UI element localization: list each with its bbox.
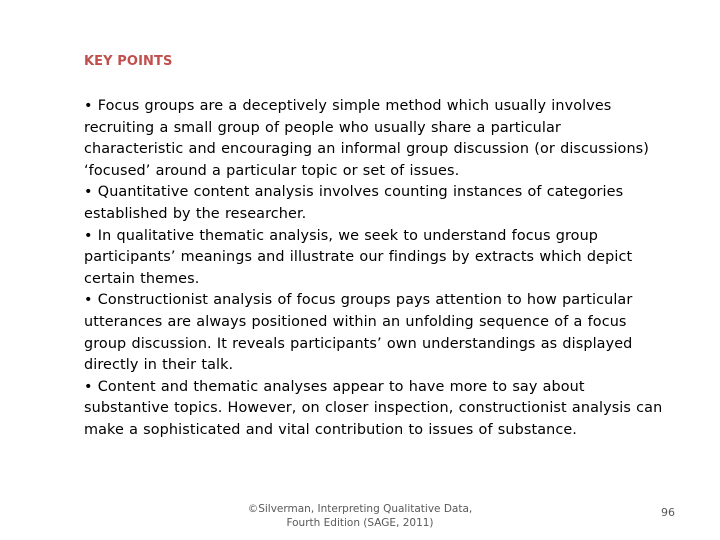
key-points-list (84, 96, 664, 442)
page-number: 96 (661, 506, 675, 519)
footer-citation (220, 502, 500, 530)
key-point-4: • Constructionist analysis of focus groups pays attention to how particular utterances are always positioned within an unfolding sequence of a focus group discussion. It reveals participants’ own understandings as displayed directly in their talk. (84, 292, 633, 374)
key-point-1: • Focus groups are a deceptively simple method which usually involves recruiting a small group of people who usually share a particular characteristic and encouraging an informal group discussion (or discussions) ‘focused’ around a particular topic or set of issues. (84, 98, 649, 179)
footer-line-1: ©Silverman, Interpreting Qualitative Data, (247, 503, 473, 515)
key-point-2: • Quantitative content analysis involves counting instances of categories established by the researcher. (84, 184, 624, 222)
key-point-5: • Content and thematic analyses appear to have more to say about substantive topics. However, on closer inspection, constructionist analysis can make a sophisticated and vital contribution to issues of substance. (84, 378, 663, 438)
footer-line-2: Fourth Edition (SAGE, 2011) (286, 517, 434, 529)
slide-heading: KEY POINTS (84, 54, 173, 69)
key-point-3: • In qualitative thematic analysis, we seek to understand focus group participants’ meanings and illustrate our findings by extracts which depict certain themes. (84, 227, 633, 287)
